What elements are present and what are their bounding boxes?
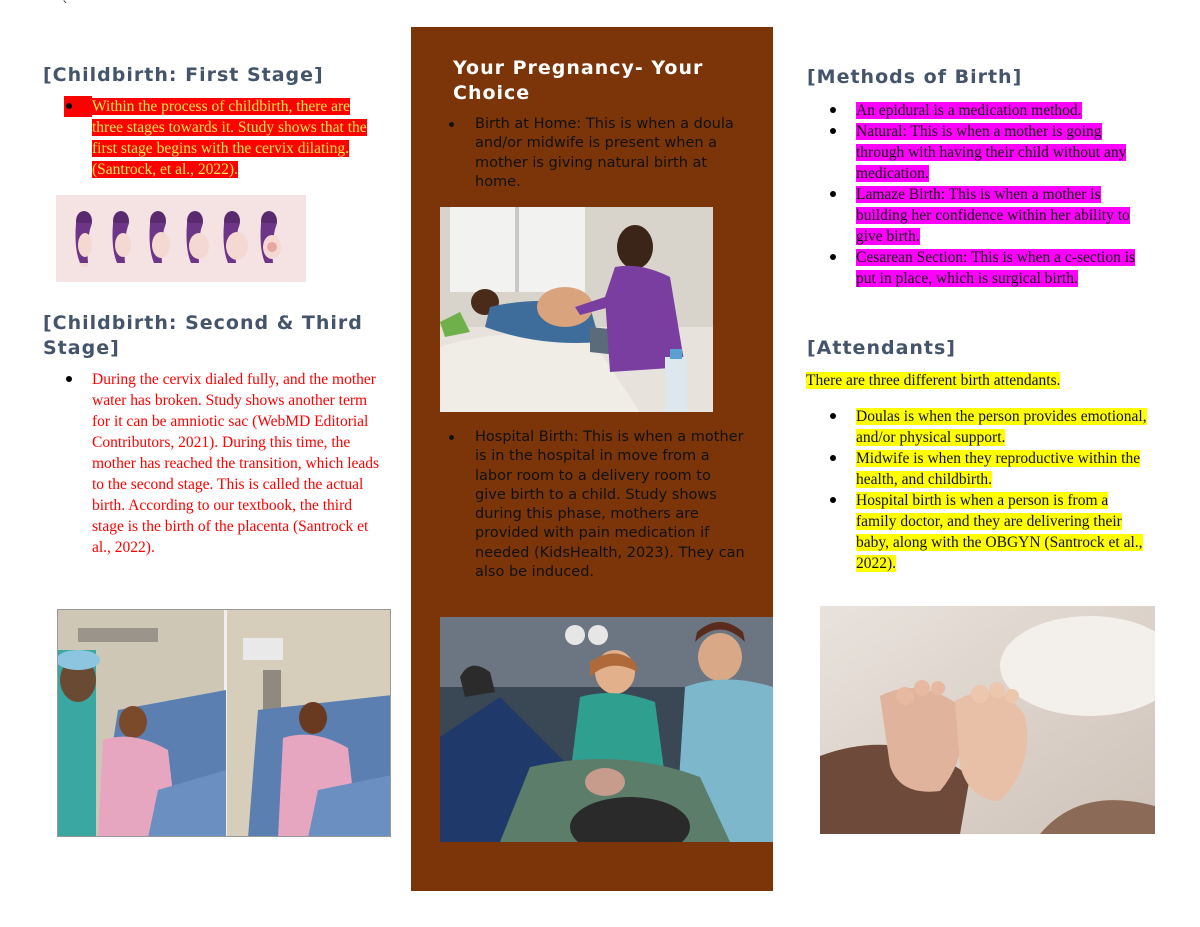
bullet-dot — [449, 122, 454, 127]
attendants-list — [856, 406, 1148, 574]
attendant-midwife: Midwife is when they reproductive within the health, and childbirth. — [856, 450, 1141, 488]
list-item — [475, 428, 745, 582]
hospital-bed-photo — [57, 609, 391, 837]
delivery-room-photo — [440, 617, 773, 842]
list-item — [92, 369, 384, 558]
list-item — [856, 184, 1148, 247]
first-stage-list — [92, 96, 384, 180]
first-stage-text: Within the process of childbirth, there are three stages towards it. Study shows that the first stage begins with the cervix dilating. (Santrock, et al., 2022). — [92, 98, 367, 178]
bullet-dot — [830, 497, 836, 503]
list-item — [92, 96, 384, 180]
attendants-heading: [Attendants] — [807, 337, 956, 359]
list-item — [475, 115, 745, 192]
attendant-doulas: Doulas is when the person provides emotional, and/or physical support. — [856, 408, 1147, 446]
attendants-intro-text: There are three different birth attendants. — [806, 372, 1061, 389]
attendants-intro — [806, 370, 1060, 391]
pregnancy-choice-heading: Your Pregnancy- Your Choice — [453, 57, 704, 104]
methods-heading: [Methods of Birth] — [807, 66, 1023, 88]
second-stage-text: During the cervix dialed fully, and the mother water has broken. Study shows another term for it can be amniotic sac (WebMD Editorial Contributors, 2021). During this time, the mother has reached the transition, which leads to the second stage. This is called the actual birth. According to our textbook, the third stage is the birth of the placenta (Santrock et al., 2022). — [92, 371, 380, 556]
list-item — [856, 490, 1148, 574]
second-stage-heading: [Childbirth: Second & Third Stage] — [43, 312, 363, 359]
bullet-dot — [830, 128, 836, 134]
bullet-dot — [830, 413, 836, 419]
home-birth-text: Birth at Home: This is when a doula and/or midwife is present when a mother is giving natural birth at home. — [475, 116, 734, 190]
stray-mark: ` — [62, 0, 69, 16]
hospital-birth-text: Hospital Birth: This is when a mother is in the hospital in move from a labor room to a delivery room to give birth to a child. Study shows during this phase, mothers are provided with pain medication if needed (KidsHealth, 2023). They can also be induced. — [475, 429, 745, 581]
home-birth-list — [475, 115, 745, 192]
second-stage-list — [92, 369, 384, 558]
bullet-dot — [830, 107, 836, 113]
bullet-dot — [830, 191, 836, 197]
methods-list — [856, 100, 1148, 289]
pregnancy-stages-image — [56, 195, 306, 282]
method-epidural: An epidural is a medication method. — [856, 102, 1082, 119]
list-item — [856, 247, 1148, 289]
list-item — [856, 121, 1148, 184]
method-natural: Natural: This is when a mother is going through with having their child without any medication. — [856, 123, 1127, 182]
bullet-dot — [449, 435, 454, 440]
method-lamaze: Lamaze Birth: This is when a mother is building her confidence within her ability to give birth. — [856, 186, 1130, 245]
attendant-hospital: Hospital birth is when a person is from a family doctor, and they are delivering their baby, along with the OBGYN (Santrock et al., 2022). — [856, 492, 1143, 572]
bullet-dot — [830, 455, 836, 461]
list-item — [856, 100, 1148, 121]
hospital-birth-list — [475, 428, 745, 582]
list-item — [856, 448, 1148, 490]
bullet-dot — [830, 254, 836, 260]
home-birth-photo — [440, 207, 713, 412]
bullet-dot — [66, 103, 72, 109]
method-cesarean: Cesarean Section: This is when a c-section is put in place, which is surgical birth. — [856, 249, 1136, 287]
bullet-dot — [66, 376, 72, 382]
list-item — [856, 406, 1148, 448]
silhouette-row — [76, 211, 282, 267]
first-stage-heading: [Childbirth: First Stage] — [43, 64, 324, 86]
baby-feet-photo — [820, 606, 1155, 834]
